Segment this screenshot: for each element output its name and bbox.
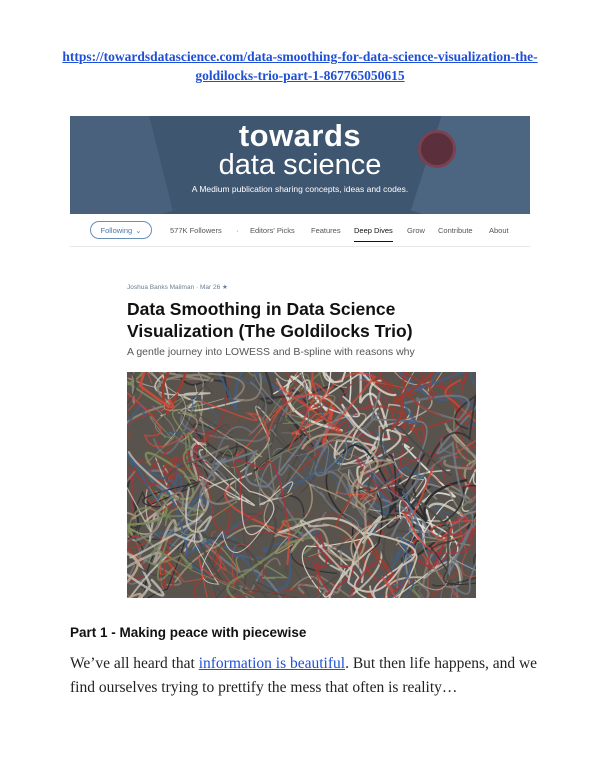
information-is-beautiful-link[interactable]: information is beautiful bbox=[198, 655, 346, 672]
following-button[interactable] bbox=[90, 221, 152, 239]
body-text-end: . But then life happens, and we find ourselves trying to prettify the mess that often is reality… bbox=[70, 655, 538, 696]
nav-separator: · bbox=[236, 226, 239, 235]
hero-image bbox=[127, 372, 476, 598]
body-text-start: We’ve all heard that bbox=[70, 655, 199, 672]
publication-nav bbox=[90, 221, 530, 243]
source-url-link[interactable]: https://towardsdatascience.com/data-smoothing-for-data-science-visualization-the-goldilocks-trio-part-1-867765050615 bbox=[62, 49, 538, 83]
brand-name-line1: towards bbox=[238, 118, 362, 153]
brand-name-line2: data science bbox=[218, 149, 382, 181]
nav-divider bbox=[70, 246, 530, 247]
nav-item-contribute[interactable]: Contribute bbox=[438, 226, 473, 235]
article-byline[interactable]: Joshua Banks Mailman · Mar 26 ★ bbox=[127, 284, 228, 291]
article-title: Data Smoothing in Data Science Visualization (The Goldilocks Trio) bbox=[127, 299, 413, 341]
nav-item-grow[interactable]: Grow bbox=[407, 226, 425, 235]
article-subtitle: A gentle journey into LOWESS and B-spline with reasons why bbox=[127, 346, 415, 358]
nav-item-editors-picks[interactable]: Editors' Picks bbox=[250, 226, 295, 235]
chevron-down-icon: ⌄ bbox=[135, 225, 142, 235]
tangled-cables-photo bbox=[127, 372, 476, 598]
nav-item-deep-dives[interactable]: Deep Dives bbox=[354, 226, 393, 235]
publication-tagline: A Medium publication sharing concepts, ideas and codes. bbox=[191, 184, 409, 194]
section-heading: Part 1 - Making peace with piecewise bbox=[70, 625, 307, 640]
publication-banner[interactable] bbox=[70, 116, 530, 214]
followers-count: 577K Followers bbox=[170, 226, 222, 235]
nav-item-about[interactable]: About bbox=[489, 226, 509, 235]
following-label: Following bbox=[100, 225, 133, 235]
body-paragraph bbox=[70, 652, 540, 700]
nav-item-features[interactable]: Features bbox=[311, 226, 341, 235]
